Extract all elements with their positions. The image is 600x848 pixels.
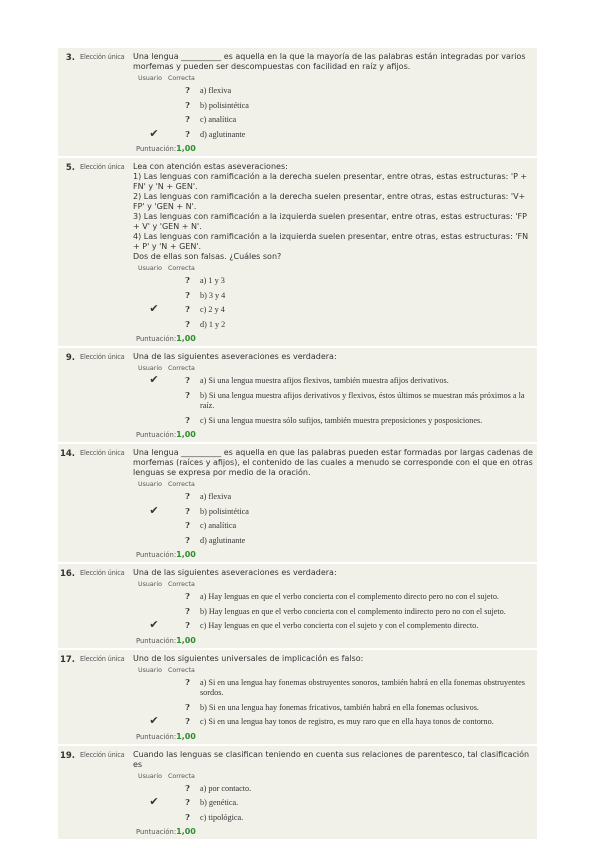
option-text <box>200 591 533 603</box>
correct-mark-icon: ? <box>185 701 190 712</box>
answer-option[interactable] <box>133 304 533 316</box>
option-letter: a) <box>200 783 207 793</box>
question-body <box>133 444 537 562</box>
correct-mark-icon: ? <box>185 304 190 314</box>
option-letter: c) <box>200 415 207 425</box>
score-label: Puntuación: <box>136 431 177 439</box>
answer-option[interactable] <box>133 677 533 699</box>
score-value: 1,00 <box>176 550 196 559</box>
correct-mark-icon: ? <box>185 605 190 616</box>
option-letter: c) <box>200 621 207 630</box>
question-body <box>133 564 537 648</box>
option-letter: c) <box>200 521 207 530</box>
option-label: tipológica. <box>208 812 244 822</box>
option-label: aglutinante <box>208 535 246 545</box>
question-type: Elección única <box>80 654 125 663</box>
question-number: 19. <box>59 750 75 761</box>
option-text <box>200 390 533 412</box>
question-type: Elección única <box>80 449 125 457</box>
option-letter: b) <box>200 798 207 807</box>
correct-mark-icon: ? <box>185 128 190 139</box>
question-number: 17. <box>59 654 75 665</box>
option-letter: b) <box>200 606 207 616</box>
correct-mark-icon: ? <box>185 620 190 630</box>
question-stem-line: 2) Las lenguas con ramificación a la derecha suelen presentar, entre otras, estas estructuras: 'V+ FP' y 'GEN + N'. <box>133 192 526 211</box>
option-letter: b) <box>200 390 207 400</box>
correct-mark-icon: ? <box>185 591 190 601</box>
user-check-icon: ✔ <box>149 127 159 140</box>
question-block <box>58 746 537 842</box>
score-value: 1,00 <box>176 827 196 836</box>
option-letter: b) <box>200 702 207 712</box>
correct-mark-icon: ? <box>185 491 190 501</box>
header-usuario: Usuario <box>138 365 162 372</box>
option-text <box>200 375 533 387</box>
score-row <box>136 550 533 559</box>
user-check-icon: ✔ <box>149 715 159 727</box>
option-label: genética. <box>208 798 239 807</box>
answer-header <box>138 265 533 272</box>
question-type: Elección única <box>80 569 125 577</box>
user-check-icon: ✔ <box>149 374 159 386</box>
correct-mark-icon: ? <box>185 676 190 687</box>
correct-mark-icon: ? <box>185 782 190 793</box>
answer-header <box>138 773 533 780</box>
header-usuario: Usuario <box>138 481 162 488</box>
score-row <box>136 334 533 343</box>
answer-option[interactable] <box>133 783 533 795</box>
answer-header <box>138 365 533 372</box>
question-number: 9. <box>65 353 75 363</box>
header-usuario: Usuario <box>138 666 162 674</box>
option-text <box>200 620 533 632</box>
option-text <box>200 797 533 809</box>
header-correcta: Correcta <box>168 75 195 82</box>
answer-option[interactable] <box>133 415 533 427</box>
header-correcta: Correcta <box>168 265 195 272</box>
score-label: Puntuación: <box>136 145 177 153</box>
option-text <box>200 677 533 699</box>
correct-mark-icon: ? <box>185 520 190 530</box>
option-letter: d) <box>200 319 207 329</box>
user-check-icon: ✔ <box>149 796 159 808</box>
correct-mark-icon: ? <box>185 114 190 124</box>
option-letter: c) <box>200 717 207 726</box>
option-text <box>200 319 533 331</box>
option-label: 1 y 3 <box>208 276 225 285</box>
option-text <box>200 304 533 316</box>
score-value: 1,00 <box>176 635 196 645</box>
question-stem-line: Lea con atención estas aseveraciones: <box>133 162 288 171</box>
option-text <box>200 702 533 714</box>
question-stem-line: 3) Las lenguas con ramificación a la izquierda suelen presentar, entre otras, estas estructuras: 'FP + V' y 'GEN + N'. <box>133 212 527 231</box>
question-type: Elección única <box>80 163 125 171</box>
option-text <box>200 129 533 141</box>
score-value: 1,00 <box>176 144 196 153</box>
answer-option[interactable] <box>133 114 533 126</box>
option-letter: b) <box>200 290 207 300</box>
answer-header <box>138 667 533 674</box>
option-label: 2 y 4 <box>208 305 225 314</box>
correct-mark-icon: ? <box>185 716 190 726</box>
option-label: flexiva <box>208 86 232 95</box>
question-body <box>133 348 537 442</box>
answer-option[interactable] <box>133 716 533 728</box>
answer-option[interactable] <box>133 319 533 331</box>
option-text <box>200 275 533 287</box>
header-usuario: Usuario <box>138 772 162 780</box>
answer-option[interactable] <box>133 290 533 302</box>
correct-mark-icon: ? <box>185 99 190 110</box>
option-letter: b) <box>200 100 207 110</box>
answer-option[interactable] <box>133 100 533 112</box>
option-text <box>200 535 533 547</box>
option-label: Si en una lengua hay fonemas fricativos, también habrá en ella fonemas oclusivos. <box>208 702 479 712</box>
correct-mark-icon: ? <box>185 275 190 285</box>
header-correcta: Correcta <box>168 481 195 488</box>
option-label: Si en una lengua hay tonos de registro, es muy raro que en ella haya tonos de contorno. <box>208 717 494 726</box>
correct-mark-icon: ? <box>185 389 190 400</box>
question-number: 5. <box>65 163 75 173</box>
option-label: Hay lenguas en que el verbo concierta con el complemento indirecto pero no con el sujeto. <box>208 606 506 616</box>
question-type: Elección única <box>80 750 125 759</box>
question-stem-line: Cuando las lenguas se clasifican teniendo en cuenta sus relaciones de parentesco, tal clasificación es <box>133 749 530 769</box>
user-check-icon: ✔ <box>149 504 159 517</box>
option-label: Si una lengua muestra sólo sufijos, también muestra preposiciones y posposiciones. <box>208 415 483 425</box>
user-check-icon: ✔ <box>149 303 159 315</box>
option-text <box>200 606 533 618</box>
question-stem-line: Uno de los siguientes universales de implicación es falso: <box>133 653 364 663</box>
quiz-review <box>58 48 537 841</box>
correct-mark-icon: ? <box>185 811 190 822</box>
question-body <box>133 746 537 840</box>
option-label: 3 y 4 <box>208 290 226 300</box>
option-letter: d) <box>200 535 207 545</box>
option-label: Hay lenguas en que el verbo concierta con el sujeto y con el complemento directo. <box>208 621 479 630</box>
question-stem-line: 1) Las lenguas con ramificación a la derecha suelen presentar, entre otras, estas estructuras: 'P + FN' y 'N + GEN'. <box>133 172 528 191</box>
score-value: 1,00 <box>176 731 196 741</box>
correct-mark-icon: ? <box>185 797 190 807</box>
question-block <box>58 48 537 158</box>
question-body <box>133 48 537 156</box>
option-letter: a) <box>200 677 207 687</box>
option-label: analítica <box>208 521 237 530</box>
option-letter: c) <box>200 115 207 124</box>
header-usuario: Usuario <box>138 75 162 82</box>
answer-option[interactable] <box>133 702 533 714</box>
option-text <box>200 716 533 728</box>
score-row <box>136 827 533 836</box>
user-check-icon: ✔ <box>149 619 159 631</box>
option-label: flexiva <box>208 492 232 501</box>
header-correcta: Correcta <box>168 581 195 588</box>
answer-option[interactable] <box>133 620 533 632</box>
header-correcta: Correcta <box>168 365 195 372</box>
question-body <box>133 158 537 346</box>
answer-option[interactable] <box>133 797 533 809</box>
score-row <box>136 144 533 153</box>
score-row <box>136 430 533 439</box>
correct-mark-icon: ? <box>185 505 190 516</box>
option-label: Hay lenguas en que el verbo concierta con el complemento directo pero no con el sujeto. <box>208 592 499 601</box>
answer-option[interactable] <box>133 390 533 412</box>
question-stem-line: Una lengua __________ es aquella en la que la mayoría de las palabras están integradas por varios morfemas y pueden ser descompuestas con facilidad en raíz y afijos. <box>133 52 526 71</box>
answer-header <box>138 481 533 488</box>
answer-option[interactable] <box>133 520 533 532</box>
header-correcta: Correcta <box>168 666 195 674</box>
option-text <box>200 783 533 795</box>
option-letter: a) <box>200 86 207 95</box>
score-label: Puntuación: <box>136 551 177 559</box>
score-value: 1,00 <box>176 430 196 439</box>
option-text <box>200 812 533 824</box>
option-label: por contacto. <box>208 783 252 793</box>
option-label: polisintética <box>208 506 249 516</box>
correct-mark-icon: ? <box>185 318 190 329</box>
score-row <box>136 636 533 645</box>
question-type: Elección única <box>80 353 125 361</box>
header-correcta: Correcta <box>168 772 195 780</box>
header-usuario: Usuario <box>138 265 162 272</box>
correct-mark-icon: ? <box>185 375 190 385</box>
score-label: Puntuación: <box>136 828 177 836</box>
option-label: Si una lengua muestra afijos derivativos y flexivos, éstos últimos se muestran más próximos a la raíz. <box>200 390 525 410</box>
answer-option[interactable] <box>133 85 533 97</box>
question-stem-line: Una de las siguientes aseveraciones es verdadera: <box>133 568 337 577</box>
question-stem-line: Dos de ellas son falsas. ¿Cuáles son? <box>133 252 282 261</box>
answer-option[interactable] <box>133 606 533 618</box>
question-block <box>58 650 537 746</box>
answer-option[interactable] <box>133 491 533 503</box>
answer-option[interactable] <box>133 375 533 387</box>
question-number: 3. <box>65 53 75 63</box>
option-text <box>200 506 533 518</box>
option-text <box>200 290 533 302</box>
answer-option[interactable] <box>133 535 533 547</box>
option-letter: a) <box>200 276 207 285</box>
option-text <box>200 85 533 97</box>
question-block <box>58 564 537 650</box>
option-label: analítica <box>208 115 237 124</box>
answer-option[interactable] <box>133 812 533 824</box>
question-number: 16. <box>59 569 75 579</box>
option-text <box>200 100 533 112</box>
score-value: 1,00 <box>176 334 196 343</box>
answer-option[interactable] <box>133 506 533 518</box>
answer-header <box>138 581 533 588</box>
option-label: polisintética <box>208 100 249 110</box>
question-block <box>58 348 537 444</box>
option-letter: a) <box>200 376 207 385</box>
question-body <box>133 650 537 744</box>
question-block <box>58 444 537 564</box>
score-row <box>136 732 533 741</box>
answer-header <box>138 75 533 82</box>
option-text <box>200 520 533 532</box>
option-letter: a) <box>200 592 207 601</box>
answer-option[interactable] <box>133 275 533 287</box>
question-type: Elección única <box>80 53 125 61</box>
option-letter: d) <box>200 129 207 139</box>
answer-option[interactable] <box>133 129 533 141</box>
option-text <box>200 491 533 503</box>
option-text <box>200 415 533 427</box>
score-label: Puntuación: <box>136 636 177 645</box>
option-label: Si una lengua muestra afijos flexivos, también muestra afijos derivativos. <box>208 376 449 385</box>
option-label: 1 y 2 <box>208 319 226 329</box>
question-stem-line: Una de las siguientes aseveraciones es verdadera: <box>133 352 337 361</box>
header-usuario: Usuario <box>138 581 162 588</box>
score-label: Puntuación: <box>136 732 177 741</box>
option-text <box>200 114 533 126</box>
question-stem-line: Una lengua __________ es aquella en que las palabras pueden estar formadas por largas cadenas de morfemas (raíces y afijos), el contenido de las cuales a menudo se corresponde con el que en otras lenguas se expresa por medio de la oración. <box>133 448 533 477</box>
question-block <box>58 158 537 348</box>
correct-mark-icon: ? <box>185 414 190 425</box>
option-label: aglutinante <box>208 129 246 139</box>
score-label: Puntuación: <box>136 335 177 343</box>
option-label: Si en una lengua hay fonemas obstruyentes sonoros, también habrá en ella fonemas obstruyentes sordos. <box>200 677 525 697</box>
question-number: 14. <box>59 449 75 459</box>
correct-mark-icon: ? <box>185 289 190 300</box>
answer-option[interactable] <box>133 591 533 603</box>
option-letter: c) <box>200 812 207 822</box>
correct-mark-icon: ? <box>185 85 190 95</box>
question-stem-line: 4) Las lenguas con ramificación a la izquierda suelen presentar, entre otras, estas estructuras: 'FN + P' y 'N + GEN'. <box>133 232 529 251</box>
option-letter: a) <box>200 492 207 501</box>
option-letter: c) <box>200 305 207 314</box>
correct-mark-icon: ? <box>185 534 190 545</box>
option-letter: b) <box>200 506 207 516</box>
